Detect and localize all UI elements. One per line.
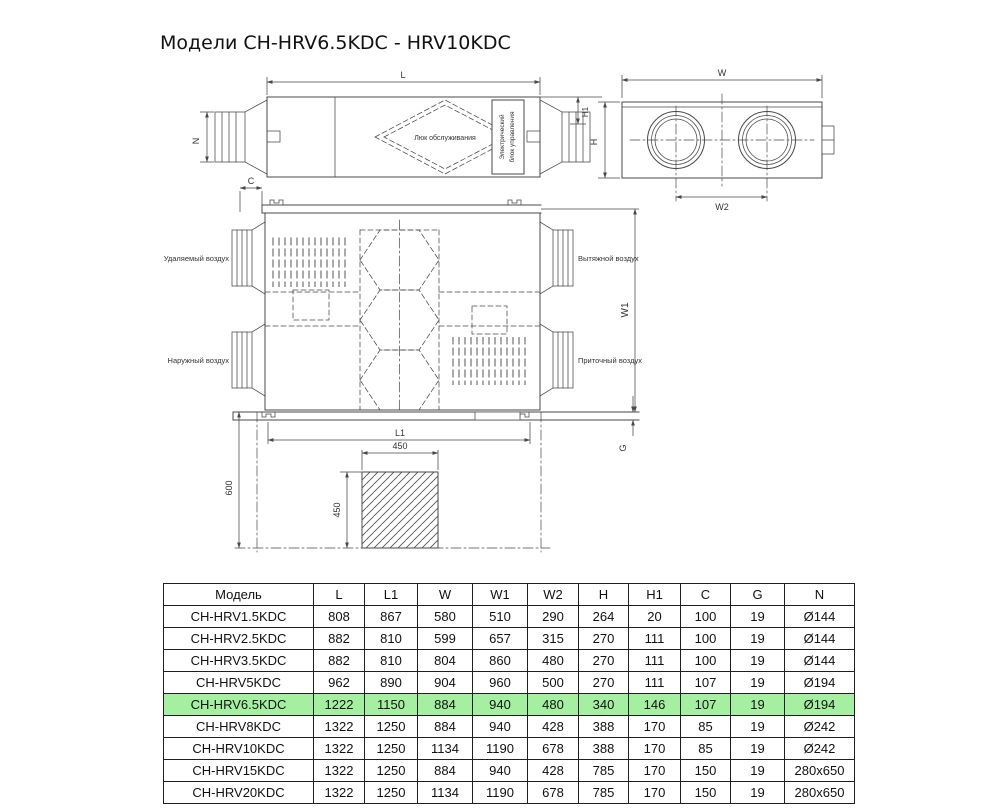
dimension-cell: 111 <box>629 628 681 650</box>
dimension-cell: 19 <box>731 738 785 760</box>
dimension-cell: 1134 <box>418 782 473 804</box>
dimension-cell: 480 <box>528 694 579 716</box>
rail-clip <box>508 200 521 205</box>
dimension-cell: 882 <box>314 650 365 672</box>
dimension-cell: 170 <box>629 716 681 738</box>
page-title: Модели CH-HRV6.5KDC - HRV10KDC <box>160 32 511 54</box>
dimension-cell: 884 <box>418 716 473 738</box>
column-header: W2 <box>528 584 579 606</box>
dimension-cell: 890 <box>365 672 418 694</box>
fan-grid-left <box>270 237 350 287</box>
dimension-cell: 19 <box>731 760 785 782</box>
dimension-cell: 1322 <box>314 716 365 738</box>
dimension-cell: 19 <box>731 716 785 738</box>
dimension-cell: 19 <box>731 606 785 628</box>
dim-label-450-v: 450 <box>332 502 342 518</box>
table-row <box>164 606 855 628</box>
dimension-cell: 1250 <box>365 782 418 804</box>
electrical-box-label-1: Электрический <box>499 114 506 160</box>
table-row <box>164 738 855 760</box>
outdoor-air-label: Наружный воздух <box>167 356 229 365</box>
dimension-cell: 19 <box>731 672 785 694</box>
fan-grid-right <box>448 337 530 385</box>
dimension-cell: 111 <box>629 672 681 694</box>
dimension-cell: 388 <box>579 738 629 760</box>
dim-label-h: H <box>589 138 599 146</box>
dimension-cell: 804 <box>418 650 473 672</box>
model-cell: CH-HRV6.5KDC <box>164 694 314 716</box>
dimension-cell: 150 <box>681 782 731 804</box>
model-cell: CH-HRV10KDC <box>164 738 314 760</box>
dimension-cell: 940 <box>473 716 528 738</box>
dimension-cell: 657 <box>473 628 528 650</box>
column-header: L1 <box>365 584 418 606</box>
dimension-cell: 1190 <box>473 782 528 804</box>
table-row <box>164 760 855 782</box>
end-view <box>589 68 834 212</box>
dimension-cell: 264 <box>579 606 629 628</box>
rail-clip <box>270 200 283 205</box>
dimensions-table-body <box>164 606 855 804</box>
dim-label-h1: H1 <box>581 106 590 118</box>
dimension-cell: Ø194 <box>785 672 855 694</box>
dimension-cell: Ø144 <box>785 650 855 672</box>
dimension-cell: 882 <box>314 628 365 650</box>
service-hatch-label: Люк обслуживания <box>414 135 476 142</box>
dimension-cell: 678 <box>528 738 579 760</box>
dimension-cell: 1134 <box>418 738 473 760</box>
dim-label-c: C <box>247 176 255 186</box>
dimension-cell: 884 <box>418 760 473 782</box>
table-row <box>164 716 855 738</box>
model-cell: CH-HRV3.5KDC <box>164 650 314 672</box>
dim-label-450-h: 450 <box>392 441 408 451</box>
dimension-cell: 480 <box>528 650 579 672</box>
dimension-cell: 19 <box>731 650 785 672</box>
column-header: W <box>418 584 473 606</box>
dimension-cell: 599 <box>418 628 473 650</box>
column-header: L <box>314 584 365 606</box>
dimension-cell: 860 <box>473 650 528 672</box>
plan-view <box>164 176 643 552</box>
dimension-cell: 1250 <box>365 738 418 760</box>
dimension-cell: 146 <box>629 694 681 716</box>
dimension-cell: 20 <box>629 606 681 628</box>
supply-air-label: Приточный воздух <box>578 356 642 365</box>
dim-label-l: L <box>400 70 406 80</box>
dimension-cell: 100 <box>681 606 731 628</box>
exhaust-air-label: Вытяжной воздух <box>578 254 639 263</box>
column-header: H <box>579 584 629 606</box>
dimension-cell: 388 <box>579 716 629 738</box>
dimension-cell: 280x650 <box>785 782 855 804</box>
dimension-cell: 111 <box>629 650 681 672</box>
dimension-cell: 1322 <box>314 782 365 804</box>
dimension-cell: 960 <box>473 672 528 694</box>
dimension-cell: 150 <box>681 760 731 782</box>
model-cell: CH-HRV5KDC <box>164 672 314 694</box>
dimension-cell: 428 <box>528 716 579 738</box>
dimension-cell: 270 <box>579 628 629 650</box>
dimension-cell: 170 <box>629 782 681 804</box>
rail-clip <box>262 412 275 417</box>
dimension-cell: 280x650 <box>785 760 855 782</box>
dimension-cell: 808 <box>314 606 365 628</box>
dimension-cell: 940 <box>473 760 528 782</box>
dimension-cell: 85 <box>681 738 731 760</box>
service-clearance-square <box>362 472 438 548</box>
dimension-cell: 1222 <box>314 694 365 716</box>
dimensions-table <box>163 583 855 804</box>
dimension-cell: 19 <box>731 694 785 716</box>
table-row <box>164 782 855 804</box>
dimension-cell: 85 <box>681 716 731 738</box>
technical-drawing <box>150 60 850 575</box>
dimension-cell: Ø144 <box>785 628 855 650</box>
dimension-cell: 810 <box>365 628 418 650</box>
model-cell: CH-HRV20KDC <box>164 782 314 804</box>
dimension-cell: 1190 <box>473 738 528 760</box>
dimension-cell: Ø194 <box>785 694 855 716</box>
removed-air-label: Удаляемый воздух <box>163 254 229 263</box>
dimension-cell: 904 <box>418 672 473 694</box>
dimension-cell: 170 <box>629 738 681 760</box>
table-row <box>164 694 855 716</box>
dimension-cell: 270 <box>579 650 629 672</box>
column-header: W1 <box>473 584 528 606</box>
model-cell: CH-HRV1.5KDC <box>164 606 314 628</box>
dim-label-n: N <box>191 137 201 145</box>
side-view <box>191 70 602 177</box>
dim-label-w2: W2 <box>715 202 729 212</box>
dimension-cell: 100 <box>681 650 731 672</box>
electrical-box <box>492 100 524 174</box>
dimension-cell: 940 <box>473 694 528 716</box>
column-header: C <box>681 584 731 606</box>
electrical-box-label-2: блок управления <box>509 111 516 163</box>
dimension-cell: 1322 <box>314 760 365 782</box>
dimension-cell: 785 <box>579 782 629 804</box>
dimension-cell: 170 <box>629 760 681 782</box>
dimension-cell: 510 <box>473 606 528 628</box>
dim-label-w1: W1 <box>620 302 631 318</box>
model-cell: CH-HRV15KDC <box>164 760 314 782</box>
model-cell: CH-HRV2.5KDC <box>164 628 314 650</box>
dimension-cell: 428 <box>528 760 579 782</box>
dimension-cell: 315 <box>528 628 579 650</box>
dimension-cell: 962 <box>314 672 365 694</box>
dimension-cell: 500 <box>528 672 579 694</box>
dimension-cell: 19 <box>731 782 785 804</box>
table-row <box>164 628 855 650</box>
dimension-cell: Ø242 <box>785 716 855 738</box>
dimension-cell: 884 <box>418 694 473 716</box>
dimension-cell: 107 <box>681 694 731 716</box>
table-row <box>164 650 855 672</box>
dim-label-600: 600 <box>224 480 234 496</box>
dimension-cell: 1250 <box>365 760 418 782</box>
dimension-cell: 340 <box>579 694 629 716</box>
dimension-cell: 1250 <box>365 716 418 738</box>
dimension-cell: 810 <box>365 650 418 672</box>
dimension-cell: 785 <box>579 760 629 782</box>
column-header: G <box>731 584 785 606</box>
table-header-row <box>164 584 855 606</box>
dimension-cell: 867 <box>365 606 418 628</box>
dim-label-g: G <box>618 444 628 452</box>
dim-label-w: W <box>717 68 727 78</box>
dimension-cell: 1322 <box>314 738 365 760</box>
dimension-cell: Ø144 <box>785 606 855 628</box>
dimension-cell: 107 <box>681 672 731 694</box>
dimension-cell: 678 <box>528 782 579 804</box>
dimension-cell: 100 <box>681 628 731 650</box>
model-cell: CH-HRV8KDC <box>164 716 314 738</box>
column-header: Модель <box>164 584 314 606</box>
dimension-cell: 1150 <box>365 694 418 716</box>
dimension-cell: 290 <box>528 606 579 628</box>
column-header: H1 <box>629 584 681 606</box>
dimension-cell: 580 <box>418 606 473 628</box>
column-header: N <box>785 584 855 606</box>
dimension-cell: 19 <box>731 628 785 650</box>
table-row <box>164 672 855 694</box>
dimension-cell: 270 <box>579 672 629 694</box>
dim-label-l1: L1 <box>394 428 406 438</box>
dimension-cell: Ø242 <box>785 738 855 760</box>
